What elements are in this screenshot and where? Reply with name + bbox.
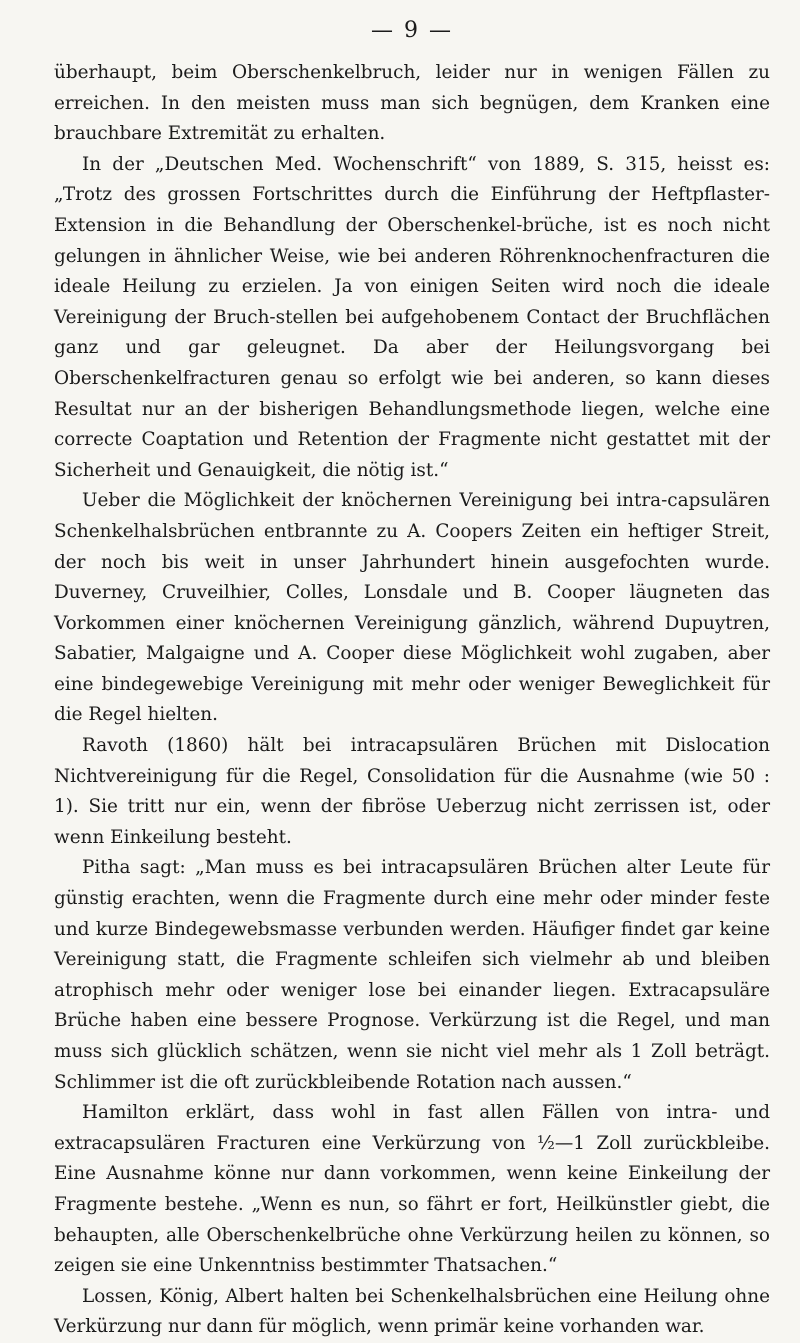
paragraph-continuation: überhaupt, beim Oberschenkelbruch, leider nur in wenigen Fällen zu erreichen. In den meisten muss man sich begnügen, dem Kranken eine brauchbare Extremität zu erhalten. [54,62,770,145]
paragraph-wochenschrift-quote: In der „Deutschen Med. Wochenschrift“ von 1889, S. 315, heisst es: „Trotz des grossen Fortschrittes durch die Einführung der Heftpflaster-Extension in die Behandlung der Oberschenkel-brüche, ist es noch nicht gelungen in ähnlicher Weise, wie bei anderen Röhrenknochenfracturen die ideale Heilung zu erzielen. Ja von einigen Seiten wird noch die ideale Vereinigung der Bruch-stellen bei aufgehobenem Contact der Bruchflächen ganz und gar geleugnet. Da aber der Heilungsvorgang bei Oberschenkelfracturen genau so erfolgt wie bei anderen, so kann dieses Resultat nur an der bisherigen Behandlungsmethode liegen, welche eine correcte Coaptation und Retention der Fragmente nicht gestattet mit der Sicherheit und Genauigkeit, die nötig ist.“ [54,153,770,481]
paragraph-lossen: Lossen, König, Albert halten bei Schenkelhalsbrüchen eine Heilung ohne Verkürzung nur dann für möglich, wenn primär keine vorhanden war. [54,1285,770,1338]
paragraph-pitha: Pitha sagt: „Man muss es bei intracapsulären Brüchen alter Leute für günstig erachten, wenn die Fragmente durch eine mehr oder minder feste und kurze Bindegewebsmasse verbunden werden. Häufiger findet gar keine Vereinigung statt, die Fragmente schleifen sich vielmehr ab und bleiben atrophisch mehr oder weniger lose bei einander liegen. Extracapsuläre Brüche haben eine bessere Prognose. Verkürzung ist die Regel, und man muss sich glücklich schätzen, wenn sie nicht viel mehr als 1 Zoll beträgt. Schlimmer ist die oft zurückbleibende Rotation nach aussen.“ [54,857,770,1093]
paragraph-ravoth: Ravoth (1860) hält bei intracapsulären Brüchen mit Dislocation Nichtvereinigung für die Regel, Consolidation für die Ausnahme (wie 50 : 1). Sie tritt nur ein, wenn der fibröse Ueberzug nicht zerrissen ist, oder wenn Einkeilung besteht. [54,735,770,848]
page-number: — 9 — [371,18,453,43]
paragraph-hamilton: Hamilton erklärt, dass wohl in fast allen Fällen von intra- und extracapsulären Fracturen eine Verkürzung von ½—1 Zoll zurückbleibe. Eine Ausnahme könne nur dann vorkommen, wenn keine Einkeilung der Fragmente bestehe. „Wenn es nun, so fährt er fort, Heilkünstler giebt, die behaupten, alle Oberschenkelbrüche ohne Verkürzung heilen zu können, so zeigen sie eine Unkenntniss bestimmter Thatsachen.“ [54,1102,770,1277]
paragraph-cooper-controversy: Ueber die Möglichkeit der knöchernen Vereinigung bei intra-capsulären Schenkelhalsbrüchen entbrannte zu A. Coopers Zeiten ein heftiger Streit, der noch bis weit in unser Jahrhundert hinein ausgefochten wurde. Duverney, Cruveilhier, Colles, Lonsdale und B. Cooper läugneten das Vorkommen einer knöchernen Vereinigung gänzlich, während Dupuytren, Sabatier, Malgaigne und A. Cooper diese Möglichkeit wohl zugaben, aber eine bindegewebige Vereinigung mit mehr oder weniger Beweglichkeit für die Regel hielten. [54,490,770,726]
body-text [54,58,770,1343]
